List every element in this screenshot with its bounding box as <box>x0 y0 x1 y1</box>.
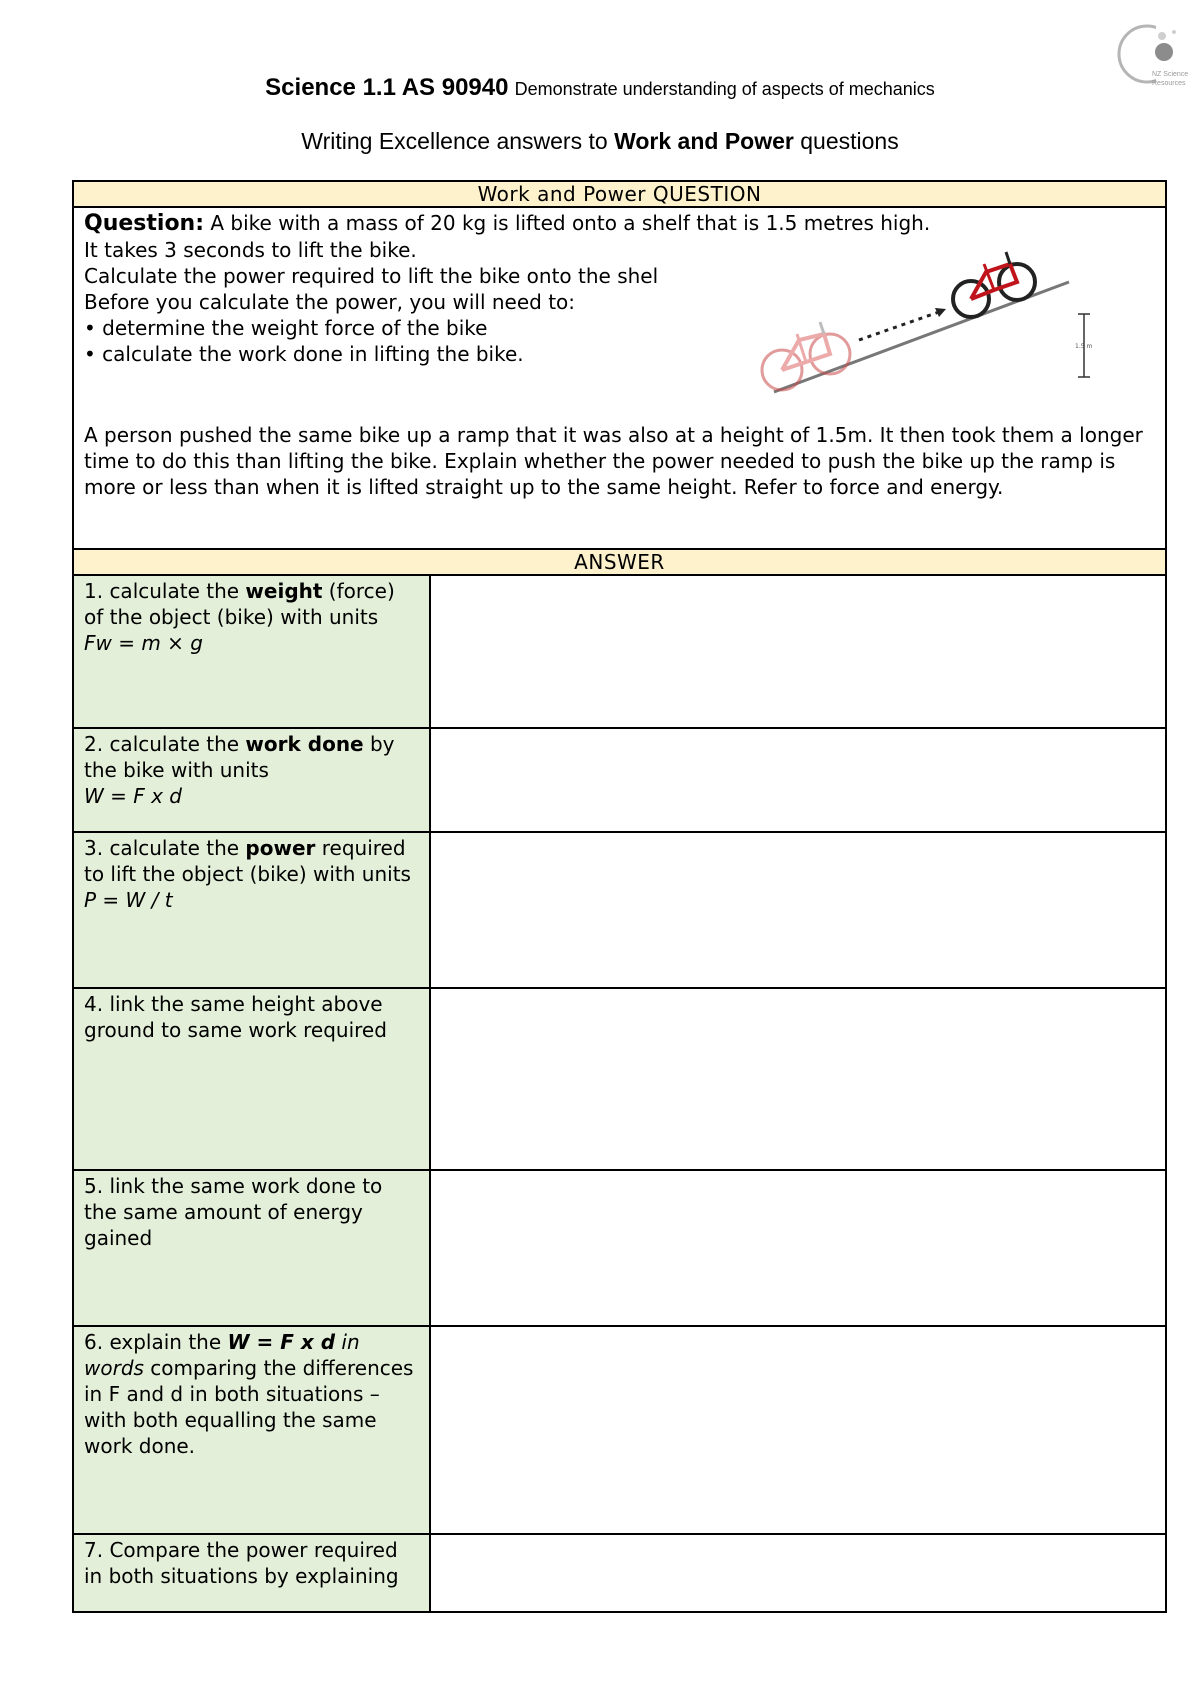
page-subtitle <box>0 128 1200 155</box>
step-6-keyword: W = F x d <box>227 1330 336 1354</box>
step-3-answer-box[interactable] <box>430 832 1166 988</box>
step-7-prompt <box>73 1534 430 1612</box>
step-1-text-cont: (force) of the object (bike) with units <box>84 579 395 629</box>
step-3-text-cont: required to lift the object (bike) with units <box>84 836 411 886</box>
step-4-text: 4. link the same height above ground to same work required <box>84 992 387 1042</box>
step-2-answer-box[interactable] <box>430 728 1166 832</box>
step-5-answer-box[interactable] <box>430 1170 1166 1326</box>
step-1-text: 1. calculate the <box>84 579 246 603</box>
question-paragraph-2: A person pushed the same bike up a ramp that it was also at a height of 1.5m. It then took them a longer time to do this than lifting the bike. Explain whether the power needed to push the bike up the ramp is more or less than when it is lifted straight up to the same height. Refer to force and energy. <box>84 423 1143 499</box>
step-1-formula: Fw = m × g <box>84 631 203 655</box>
step-3-prompt <box>73 832 430 988</box>
step-2-keyword: work done <box>245 732 364 756</box>
logo-text-line1: NZ Science <box>1152 71 1189 78</box>
height-label: 1.5 m <box>1075 343 1093 350</box>
answer-header-bar: ANSWER <box>73 549 1166 575</box>
step-4-answer-box[interactable] <box>430 988 1166 1170</box>
step-6-prompt <box>73 1326 430 1534</box>
step-2-text-cont: by the bike with units <box>84 732 395 782</box>
red-bike <box>953 252 1035 317</box>
step-3-text: 3. calculate the <box>84 836 246 860</box>
step-6-italic: in words <box>84 1330 360 1380</box>
page-title <box>0 74 1200 102</box>
question-header-bar: Work and Power QUESTION <box>73 181 1166 207</box>
subtitle-post: questions <box>800 128 899 154</box>
subtitle-pre: Writing Excellence answers to <box>301 128 608 154</box>
step-2-formula: W = F x d <box>84 784 182 808</box>
question-line1: A bike with a mass of 20 kg is lifted onto a shelf that is 1.5 metres high. <box>210 211 931 235</box>
worksheet-table <box>72 180 1167 1613</box>
question-line3: Calculate the power required to lift the bike onto the shel <box>84 264 659 288</box>
step-1-prompt <box>73 575 430 728</box>
step-7-answer-box[interactable] <box>430 1534 1166 1612</box>
step-4-prompt <box>73 988 430 1170</box>
step-7-text: 7. Compare the power required in both situations by explaining <box>84 1538 399 1588</box>
step-3-keyword: power <box>245 836 316 860</box>
bullet-item: • determine the weight force of the bike <box>84 315 1144 341</box>
step-2-text: 2. calculate the <box>84 732 246 756</box>
step-6-text: 6. explain the <box>84 1330 228 1354</box>
course-code: Science 1.1 AS 90940 <box>265 74 509 101</box>
question-block <box>73 207 1166 549</box>
question-line4: Before you calculate the power, you will need to: <box>84 290 576 314</box>
course-description: Demonstrate understanding of aspects of mechanics <box>514 79 935 99</box>
subtitle-topic: Work and Power <box>614 128 794 154</box>
bullet-item: • calculate the work done in lifting the bike. <box>84 341 1144 367</box>
question-label: Question: <box>84 211 205 236</box>
step-6-answer-box[interactable] <box>430 1326 1166 1534</box>
step-1-answer-box[interactable] <box>430 575 1166 728</box>
step-5-text: 5. link the same work done to the same amount of energy gained <box>84 1174 383 1250</box>
question-line2: It takes 3 seconds to lift the bike. <box>84 238 417 262</box>
step-1-keyword: weight <box>245 579 323 603</box>
step-2-prompt <box>73 728 430 832</box>
step-3-formula: P = W / t <box>84 888 173 912</box>
step-5-prompt <box>73 1170 430 1326</box>
step-6-text-cont: comparing the differences in F and d in both situations – with both equalling the same work done. <box>84 1356 414 1458</box>
bike-ramp-diagram <box>734 242 1114 407</box>
logo-text-line2: Resources <box>1152 80 1186 87</box>
